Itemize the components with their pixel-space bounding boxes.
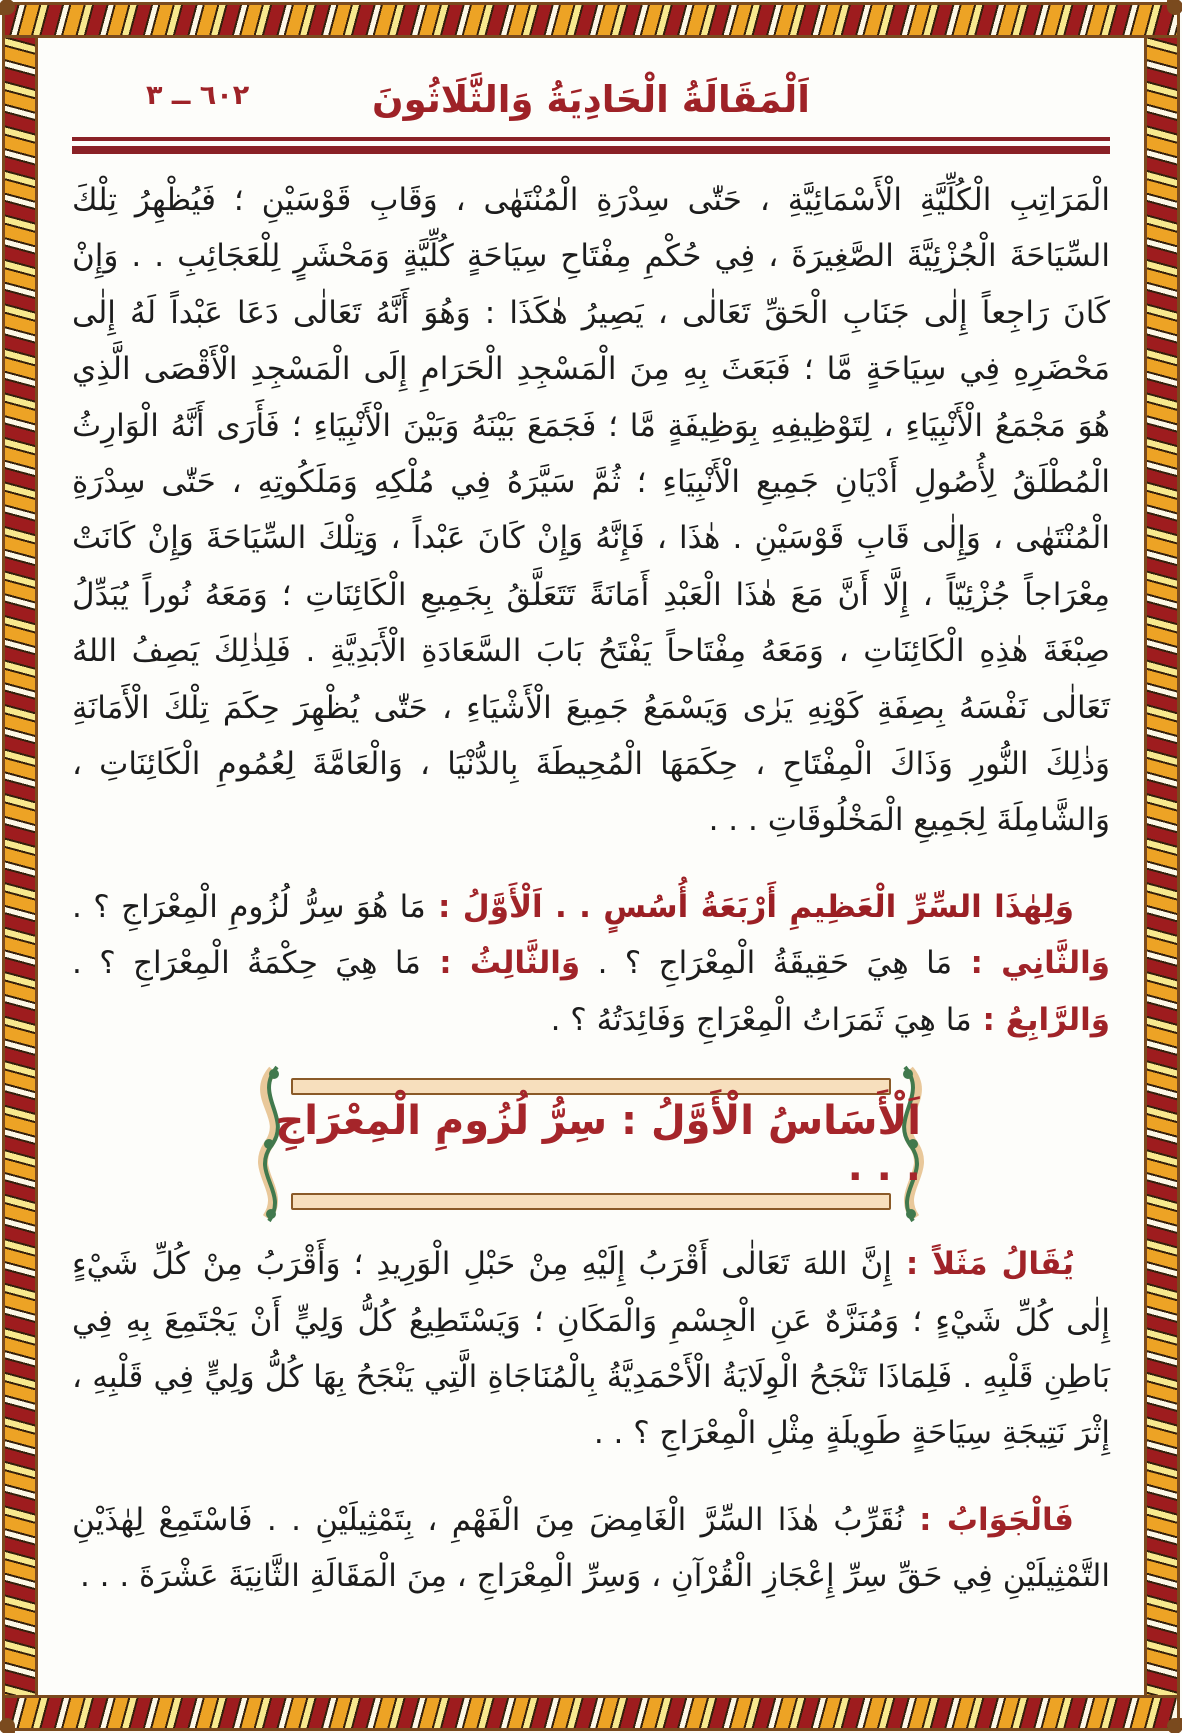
paragraph-1: [72, 172, 1110, 849]
question-4-text: مَا هِيَ ثَمَرَاتُ الْمِعْرَاجِ وَفَائِدَتُهُ ؟ .: [550, 1001, 972, 1038]
paragraph-3: [72, 1236, 1110, 1462]
decorative-border-right: [1144, 2, 1180, 1731]
example-text: إِنَّ اللهَ تَعَالٰى أَقْرَبُ إِلَيْهِ مِنْ حَبْلِ الْوَرِيدِ ؛ وَأَقْرَبُ مِنْ كُلِّ شَيْءٍ إِلٰى كُلِّ شَيْءٍ ؛ وَمُنَزَّهٌ عَنِ الْجِسْمِ وَالْمَكَانِ ؛ وَيَسْتَطِيعُ كُلُّ وَلِيٍّ أَنْ يَجْتَمِعَ بِهِ فِي بَاطِنِ قَلْبِهِ . فَلِمَاذَا تَنْجَحُ الْوِلَايَةُ الْأَحْمَدِيَّةُ بِالْمُنَاجَاةِ الَّتِي يَنْجَحُ بِهَا كُلُّ وَلِيٍّ فِي قَلْبِهِ ، إِثْرَ نَتِيجَةِ سِيَاحَةٍ طَوِيلَةٍ مِثْلِ الْمِعْرَاجِ ؟ . .: [72, 1246, 1110, 1452]
question-3-label: وَالثَّالِثُ :: [420, 945, 581, 982]
page-number: ٦٠٢ ــ ٣: [146, 80, 250, 111]
header-divider: [72, 137, 1110, 154]
border-corner-icon: [0, 1718, 15, 1733]
question-2-label: وَالثَّانِي :: [952, 945, 1110, 982]
border-corner-icon: [1167, 1718, 1182, 1733]
paragraph-2: [72, 879, 1110, 1048]
section-heading: اَلْأَسَاسُ الْأَوَّلُ : سِرُّ لُزُومِ الْمِعْرَاجِ . . .: [275, 1098, 921, 1191]
answer-label: فَالْجَوَابُ :: [903, 1501, 1074, 1538]
decorative-border-bottom: [2, 1695, 1180, 1731]
page-content: [38, 38, 1144, 1695]
paragraph-4: [72, 1492, 1110, 1605]
decorative-border-top: [2, 2, 1180, 38]
section-banner: [261, 1078, 921, 1210]
example-label: يُقَالُ مَثَلاً :: [891, 1246, 1074, 1283]
question-1-text: مَا هُوَ سِرُّ لُزُومِ الْمِعْرَاجِ ؟ .: [72, 888, 426, 925]
question-3-text: مَا هِيَ حِكْمَةُ الْمِعْرَاجِ ؟ .: [72, 945, 421, 982]
question-2-text: مَا هِيَ حَقِيقَةُ الْمِعْرَاجِ ؟ .: [580, 945, 953, 982]
question-1-label: اَلْأَوَّلُ :: [425, 888, 543, 925]
paragraph-2-lead: وَلِهٰذَا السِّرِّ الْعَظِيمِ أَرْبَعَةُ أُسُسٍ . .: [542, 888, 1075, 925]
question-4-label: وَالرَّابِعُ :: [971, 1001, 1110, 1038]
answer-text: نُقَرِّبُ هٰذَا السِّرَّ الْغَامِضَ مِنَ الْفَهْمِ ، بِتَمْثِيلَيْنِ . . فَاسْتَمِعْ لِهٰذَيْنِ التَّمْثِيلَيْنِ فِي حَقِّ سِرِّ إِعْجَازِ الْقُرْآنِ ، وَسِرِّ الْمِعْرَاجِ ، مِنَ الْمَقَالَةِ الثَّانِيَةَ عَشْرَةَ . . .: [72, 1501, 1110, 1595]
paragraph-1-text: الْمَرَاتِبِ الْكُلِّيَّةِ الْأَسْمَائِيَّةِ ، حَتّٰى سِدْرَةِ الْمُنْتَهٰى ، وَقَابِ قَوْسَيْنِ ؛ فَيُظْهِرُ تِلْكَ السِّيَاحَةَ الْجُزْئِيَّةَ الصَّغِيرَةَ ، فِي حُكْمِ مِفْتَاحِ سِيَاحَةٍ كُلِّيَّةٍ وَمَحْشَرٍ لِلْعَجَائِبِ . . وَإِنْ كَانَ رَاجِعاً إِلٰى جَنَابِ الْحَقِّ تَعَالٰى ، يَصِيرُ هٰكَذَا : وَهُوَ أَنَّهُ تَعَالٰى دَعَا عَبْداً لَهُ إِلٰى مَحْضَرِهِ فِي سِيَاحَةٍ مَّا ؛ فَبَعَثَ بِهِ مِنَ الْمَسْجِدِ الْحَرَامِ إِلَى الْمَسْجِدِ الْأَقْصَى الَّذِي هُوَ مَجْمَعُ الْأَنْبِيَاءِ ، لِتَوْظِيفِهِ بِوَظِيفَةٍ مَّا ؛ فَجَمَعَ بَيْنَهُ وَبَيْنَ الْأَنْبِيَاءِ ؛ فَأَرَى أَنَّهُ الْوَارِثُ الْمُطْلَقُ لِأُصُولِ أَدْيَانِ جَمِيعِ الْأَنْبِيَاءِ ؛ ثُمَّ سَيَّرَهُ فِي مُلْكِهِ وَمَلَكُوتِهِ ، حَتّٰى سِدْرَةِ الْمُنْتَهٰى ، وَإِلٰى قَابِ قَوْسَيْنِ . هٰذَا ، فَإِنَّهُ وَإِنْ كَانَ عَبْداً ، وَتِلْكَ السِّيَاحَةَ وَإِنْ كَانَتْ مِعْرَاجاً جُزْئِيّاً ، إِلَّا أَنَّ مَعَ هٰذَا الْعَبْدِ أَمَانَةً تَتَعَلَّقُ بِجَمِيعِ الْكَائِنَاتِ ؛ وَمَعَهُ نُوراً يُبَدِّلُ صِبْغَةَ هٰذِهِ الْكَائِنَاتِ ، وَمَعَهُ مِفْتَاحاً يَفْتَحُ بَابَ السَّعَادَةِ الْأَبَدِيَّةِ . فَلِذٰلِكَ يَصِفُ اللهُ تَعَالٰى نَفْسَهُ بِصِفَةِ كَوْنِهِ يَرٰى وَيَسْمَعُ جَمِيعَ الْأَشْيَاءِ ، حَتّٰى يُظْهِرَ حِكَمَ تِلْكَ الْأَمَانَةِ وَذٰلِكَ النُّورِ وَذَاكَ الْمِفْتَاحِ ، حِكَمَهَا الْمُحِيطَةَ بِالدُّنْيَا ، وَالْعَامَّةَ لِعُمُومِ الْكَائِنَاتِ ، وَالشَّامِلَةَ لِجَمِيعِ الْمَخْلُوقَاتِ . . .: [72, 182, 1110, 839]
border-corner-icon: [1167, 0, 1182, 15]
decorative-border-left: [2, 2, 38, 1731]
page-title: اَلْمَقَالَةُ الْحَادِيَةُ وَالثَّلَاثُونَ: [372, 78, 810, 121]
